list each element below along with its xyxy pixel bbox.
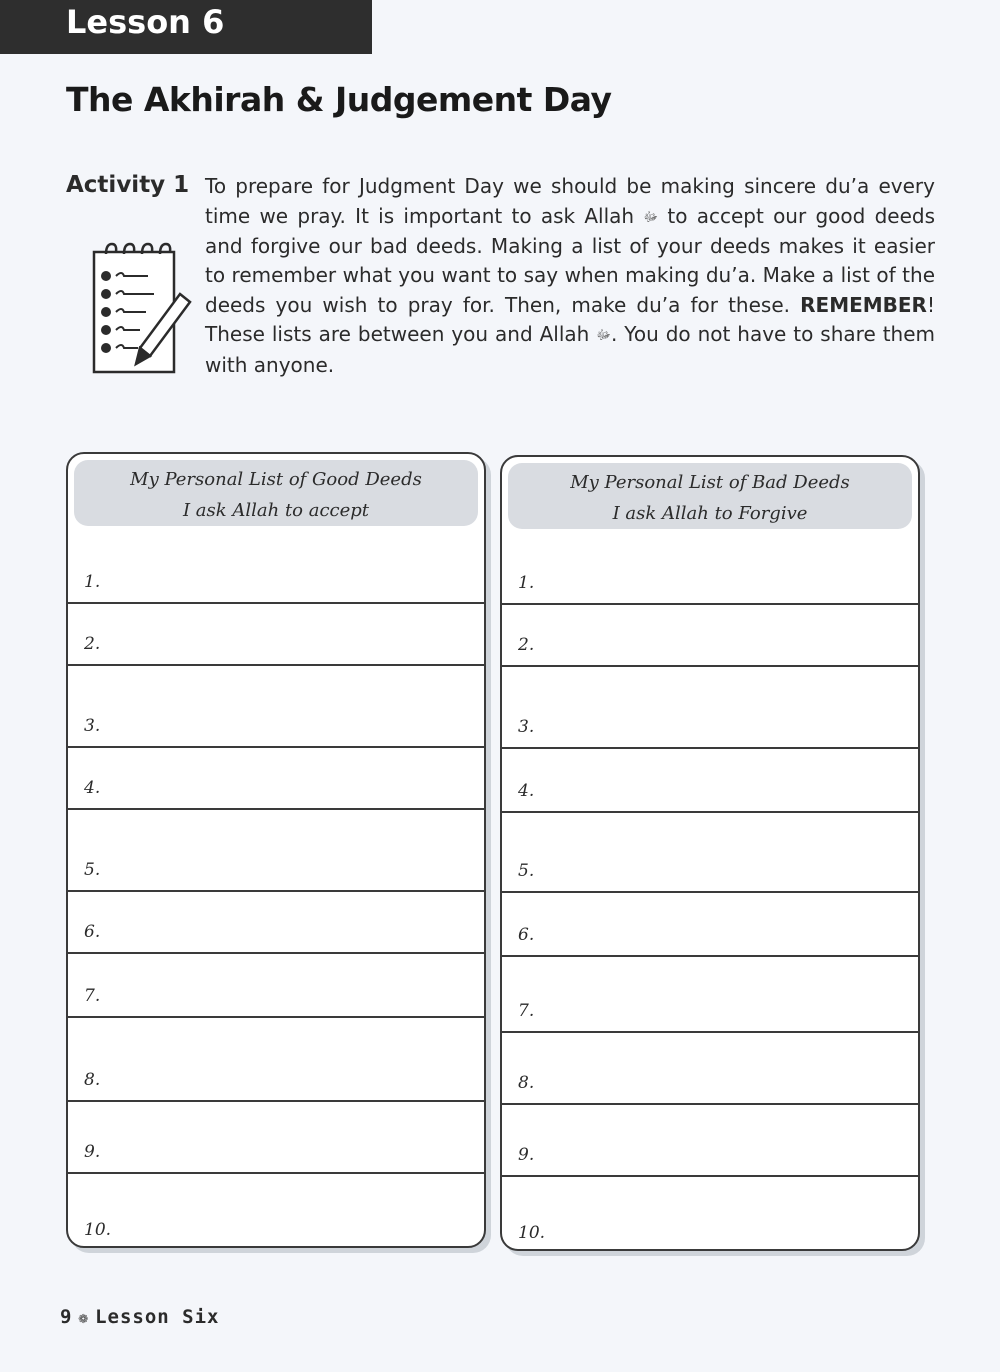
bad-deeds-subtitle: I ask Allah to Forgive: [612, 503, 808, 524]
line-number: 6.: [84, 922, 101, 942]
deed-line[interactable]: [68, 602, 484, 666]
line-number: 7.: [518, 1001, 535, 1021]
line-number: 1.: [518, 573, 535, 593]
deed-line[interactable]: [68, 1016, 484, 1102]
line-number: 6.: [518, 925, 535, 945]
deed-line[interactable]: [68, 746, 484, 810]
honorific-glyph: ﷻ: [643, 209, 659, 225]
line-number: 8.: [84, 1070, 101, 1090]
line-number: 2.: [84, 634, 101, 654]
instruction-text: ! These lists are between you and Allah: [205, 292, 935, 347]
page-footer: [60, 1306, 219, 1328]
line-number: 5.: [518, 861, 535, 881]
good-deeds-card: [66, 452, 486, 1248]
line-number: 8.: [518, 1073, 535, 1093]
bad-deeds-title: My Personal List of Bad Deeds: [570, 472, 850, 493]
deed-line[interactable]: [502, 747, 918, 813]
good-deeds-header: [74, 460, 478, 526]
deed-line[interactable]: [502, 1031, 918, 1105]
page-number: 9: [60, 1306, 73, 1328]
bad-deeds-card: [500, 455, 920, 1251]
notepad-pencil-icon: [88, 238, 194, 378]
line-number: 9.: [518, 1145, 535, 1165]
line-number: 4.: [84, 778, 101, 798]
honorific-glyph: ﷻ: [596, 328, 611, 343]
line-number: 3.: [84, 716, 101, 736]
deed-line[interactable]: [68, 664, 484, 748]
deed-line[interactable]: [68, 890, 484, 954]
remember-emphasis: REMEMBER: [800, 292, 927, 317]
deed-line[interactable]: [68, 1100, 484, 1174]
line-number: 5.: [84, 860, 101, 880]
instruction-text: . You do not have to share them with anyone.: [205, 322, 935, 377]
deed-line[interactable]: [68, 1172, 484, 1248]
line-number: 2.: [518, 635, 535, 655]
deed-line[interactable]: [68, 530, 484, 604]
deed-line[interactable]: [502, 891, 918, 957]
instruction-text: to accept our good deeds and forgive our bad deeds. Making a list of your deeds makes it easier to remember what you want to say when making du’a. Make a list of the deeds you wish to pray for. Then, make du’a for these.: [205, 203, 936, 317]
section-name: Lesson Six: [95, 1306, 220, 1328]
deed-line[interactable]: [502, 955, 918, 1033]
line-number: 4.: [518, 781, 535, 801]
good-deeds-subtitle: I ask Allah to accept: [182, 500, 370, 521]
deed-line[interactable]: [502, 603, 918, 667]
line-number: 9.: [84, 1142, 101, 1162]
instruction-text: To prepare for Judgment Day we should be making sincere du’a every time we pray. It is important to ask Allah: [205, 174, 935, 228]
flower-icon: ❁: [78, 1308, 90, 1327]
good-deeds-title: My Personal List of Good Deeds: [130, 469, 422, 490]
deed-line[interactable]: [68, 808, 484, 892]
line-number: 3.: [518, 717, 535, 737]
deed-line[interactable]: [68, 952, 484, 1018]
deed-line[interactable]: [502, 665, 918, 749]
line-number: 10.: [84, 1220, 112, 1240]
bad-deeds-header: [508, 463, 912, 529]
activity-label: Activity 1: [66, 172, 190, 198]
deed-line[interactable]: [502, 1175, 918, 1251]
page-title: The Akhirah & Judgement Day: [66, 80, 612, 119]
line-number: 1.: [84, 572, 101, 592]
deed-line[interactable]: [502, 531, 918, 605]
deed-line[interactable]: [502, 1103, 918, 1177]
lesson-banner: Lesson 6: [0, 0, 372, 54]
activity-instructions: [205, 172, 935, 380]
deed-line[interactable]: [502, 811, 918, 893]
line-number: 10.: [518, 1223, 546, 1243]
line-number: 7.: [84, 986, 101, 1006]
